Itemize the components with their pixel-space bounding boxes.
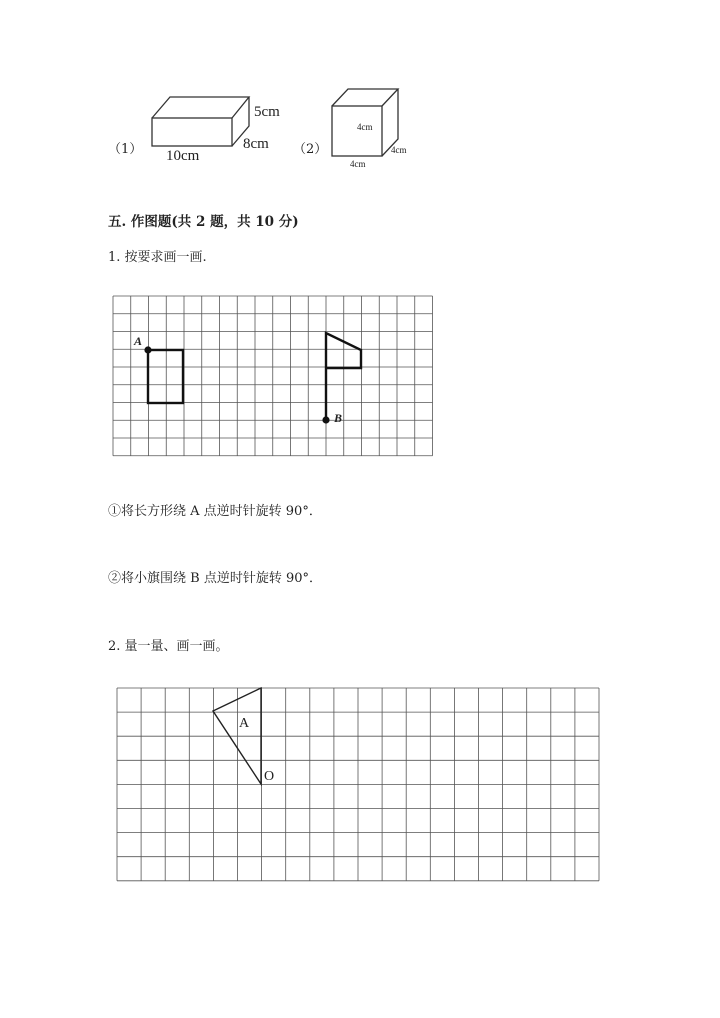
cuboid-height-label: 5cm [254, 104, 280, 120]
question-1-prompt: 1. 按要求画一画. [108, 250, 207, 265]
section-title: 五. 作图题(共 2 题，共 10 分) [108, 214, 299, 230]
instruction-rotate-rectangle: ①将长方形绕 A 点逆时针旋转 90°． [108, 504, 322, 519]
cuboid-width-label: 10cm [166, 148, 200, 164]
triangle-label: A [239, 716, 250, 731]
figure-2-index: （2） [293, 142, 328, 157]
cube-side-label: 4cm [391, 145, 407, 155]
cube-bottom-label: 4cm [350, 159, 366, 169]
instruction-rotate-flag: ②将小旗围绕 B 点逆时针旋转 90°． [108, 571, 322, 586]
figure-1-index: （1） [108, 142, 143, 157]
point-o-label: O [264, 769, 275, 784]
point-a-label: A [134, 334, 143, 348]
cuboid-depth-label: 8cm [243, 136, 269, 152]
cube-face-label: 4cm [357, 122, 373, 132]
question-2-prompt: 2. 量一量、画一画。 [108, 639, 229, 654]
point-b-label: B [334, 411, 343, 425]
